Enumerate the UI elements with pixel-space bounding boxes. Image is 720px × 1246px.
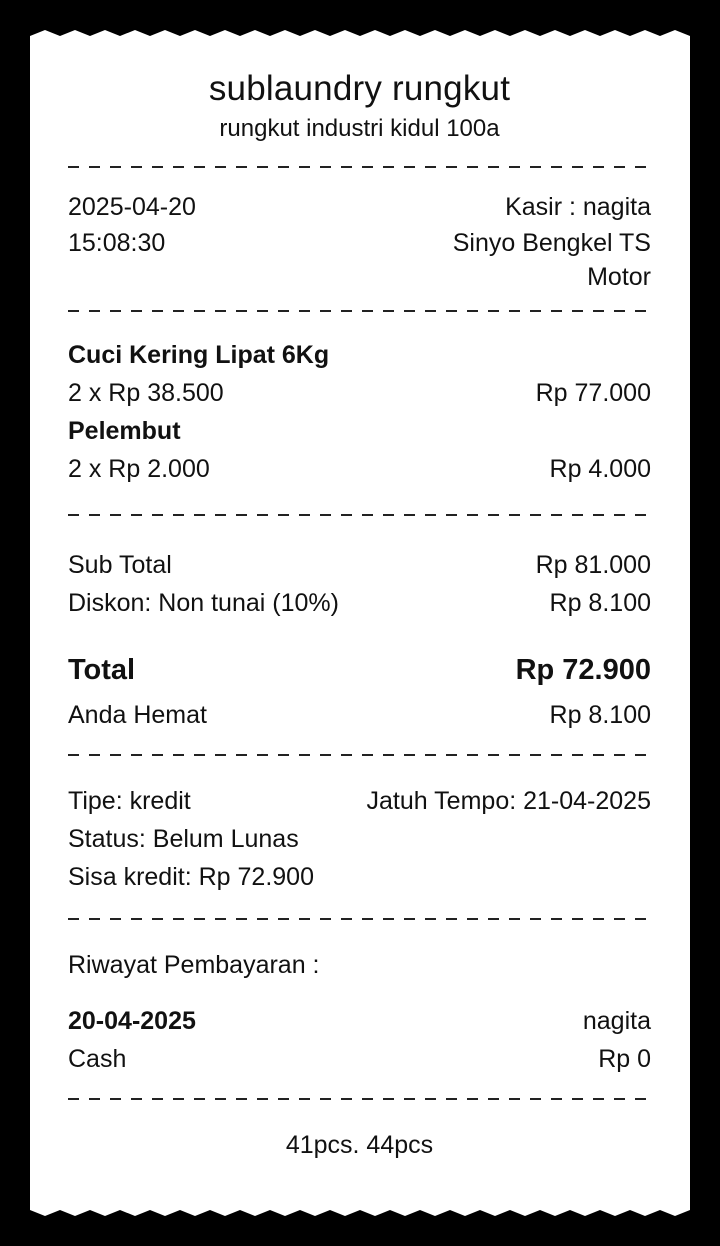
item-amount: Rp 4.000: [549, 455, 651, 483]
divider: [68, 310, 651, 312]
discount-label: Diskon: Non tunai (10%): [68, 589, 339, 617]
transaction-date: 2025-04-20: [68, 193, 196, 221]
payment-amount: Rp 0: [598, 1045, 651, 1073]
pieces-count: 41pcs. 44pcs: [285, 1131, 434, 1159]
item-qty-price: 2 x Rp 2.000: [68, 455, 210, 483]
divider: [68, 1098, 651, 1100]
payment-method: Cash: [68, 1045, 127, 1073]
store-address: rungkut industri kidul 100a: [219, 115, 500, 142]
summary: [68, 546, 651, 734]
total-label: Total: [68, 654, 136, 686]
customer-name: Sinyo Bengkel TS Motor: [452, 229, 651, 291]
list-item: [68, 412, 651, 488]
payment-date: 20-04-2025: [68, 1007, 196, 1035]
divider: [68, 918, 651, 920]
savings-value: Rp 8.100: [549, 701, 651, 729]
credit-info: [68, 782, 651, 896]
item-name: Pelembut: [68, 417, 181, 445]
receipt-header: [68, 40, 651, 146]
item-list: [68, 336, 651, 488]
savings-label: Anda Hemat: [68, 701, 207, 729]
divider: [68, 514, 651, 516]
remaining-credit: Sisa kredit: Rp 72.900: [68, 863, 314, 891]
item-amount: Rp 77.000: [535, 379, 651, 407]
divider: [68, 166, 651, 168]
payment-status: Status: Belum Lunas: [68, 825, 299, 853]
list-item: [68, 336, 651, 412]
item-qty-price: 2 x Rp 38.500: [68, 379, 224, 407]
receipt-bottom-torn-edge: [30, 1204, 690, 1218]
transaction-meta: [68, 188, 651, 294]
due-date: Jatuh Tempo: 21-04-2025: [366, 787, 651, 815]
item-name: Cuci Kering Lipat 6Kg: [68, 341, 330, 369]
divider: [68, 754, 651, 756]
payment-cashier: nagita: [582, 1007, 651, 1035]
receipt: [30, 28, 690, 1218]
cashier-name: Kasir : nagita: [505, 193, 651, 221]
subtotal-label: Sub Total: [68, 551, 172, 579]
store-name: sublaundry rungkut: [208, 69, 511, 108]
subtotal-value: Rp 81.000: [535, 551, 651, 579]
payment-history: [68, 946, 651, 1078]
list-item: [68, 1002, 651, 1078]
receipt-paper: [30, 40, 690, 1206]
total-value: Rp 72.900: [515, 654, 651, 686]
discount-value: Rp 8.100: [549, 589, 651, 617]
transaction-time: 15:08:30: [68, 229, 166, 257]
payment-type: Tipe: kredit: [68, 787, 191, 815]
payment-history-heading: Riwayat Pembayaran :: [68, 951, 320, 979]
